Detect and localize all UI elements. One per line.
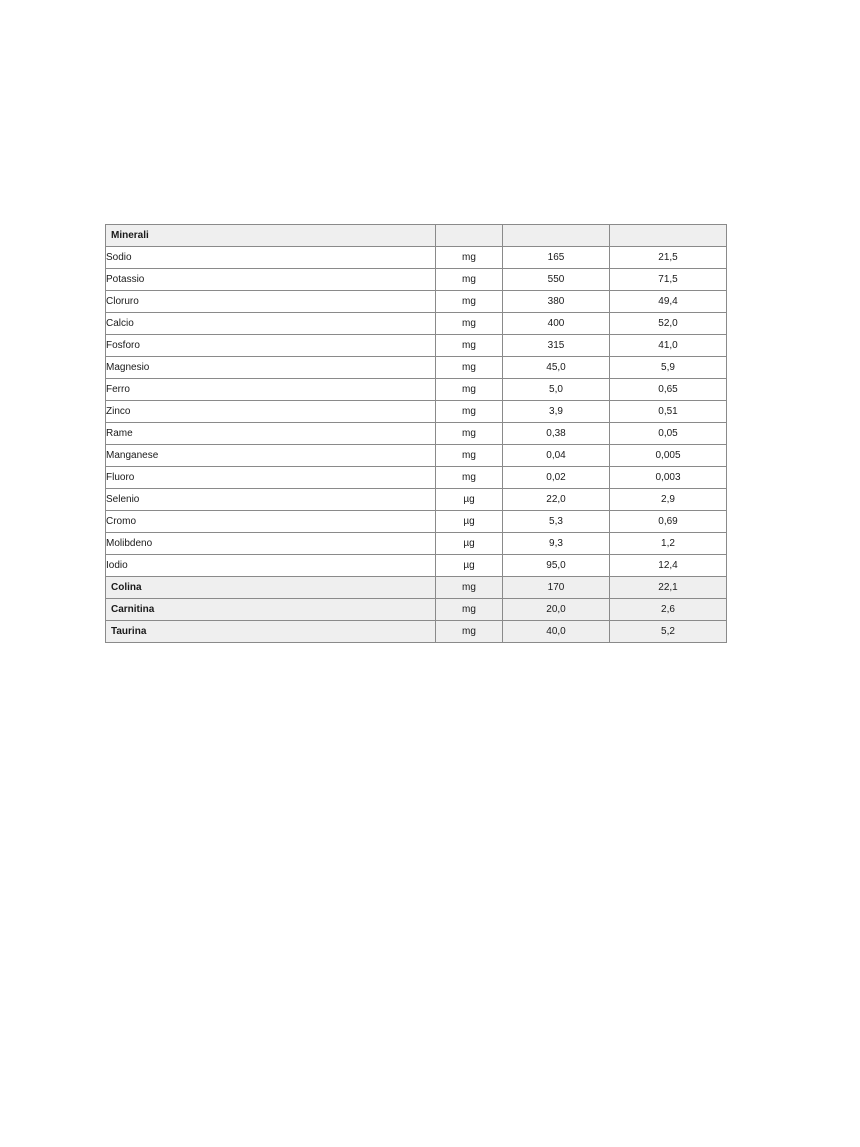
nutrient-unit: mg — [436, 291, 503, 313]
nutrient-value-2: 0,51 — [610, 401, 727, 423]
table-header-row — [106, 225, 727, 247]
nutrient-unit: mg — [436, 467, 503, 489]
nutrient-value-1: 0,04 — [503, 445, 610, 467]
section-label: Minerali — [106, 225, 436, 247]
nutrient-value-1: 45,0 — [503, 357, 610, 379]
nutrient-value-2: 41,0 — [610, 335, 727, 357]
nutrient-name: Cloruro — [106, 291, 436, 313]
nutrient-value-2: 0,65 — [610, 379, 727, 401]
nutrient-value-1: 165 — [503, 247, 610, 269]
nutrient-value-1: 20,0 — [503, 599, 610, 621]
nutrient-value-1: 5,0 — [503, 379, 610, 401]
nutrient-value-2: 21,5 — [610, 247, 727, 269]
nutrient-value-1: 0,38 — [503, 423, 610, 445]
nutrient-unit: mg — [436, 269, 503, 291]
table-row — [106, 313, 727, 335]
nutrient-value-1: 550 — [503, 269, 610, 291]
table-row — [106, 423, 727, 445]
nutrient-value-2: 0,003 — [610, 467, 727, 489]
nutrient-value-2: 52,0 — [610, 313, 727, 335]
value-column-1-header — [503, 225, 610, 247]
nutrient-value-2: 1,2 — [610, 533, 727, 555]
nutrient-unit: mg — [436, 247, 503, 269]
nutrient-name: Iodio — [106, 555, 436, 577]
nutrient-unit: mg — [436, 599, 503, 621]
nutrient-value-2: 12,4 — [610, 555, 727, 577]
nutrient-value-1: 5,3 — [503, 511, 610, 533]
nutrient-value-2: 0,05 — [610, 423, 727, 445]
table-row — [106, 511, 727, 533]
nutrient-name: Molibdeno — [106, 533, 436, 555]
nutrient-value-2: 2,6 — [610, 599, 727, 621]
nutrient-name: Ferro — [106, 379, 436, 401]
table-row — [106, 357, 727, 379]
table-row — [106, 269, 727, 291]
table-row — [106, 555, 727, 577]
table-row — [106, 291, 727, 313]
nutrient-value-1: 0,02 — [503, 467, 610, 489]
nutrient-name: Rame — [106, 423, 436, 445]
nutrient-value-1: 22,0 — [503, 489, 610, 511]
nutrient-value-1: 40,0 — [503, 621, 610, 643]
nutrient-value-1: 3,9 — [503, 401, 610, 423]
nutrient-value-1: 9,3 — [503, 533, 610, 555]
nutrient-value-1: 95,0 — [503, 555, 610, 577]
nutrient-unit: mg — [436, 423, 503, 445]
nutrient-value-2: 5,2 — [610, 621, 727, 643]
nutrient-value-1: 380 — [503, 291, 610, 313]
table-row — [106, 445, 727, 467]
section-label: Carnitina — [106, 599, 436, 621]
nutrient-name: Selenio — [106, 489, 436, 511]
nutrient-value-1: 315 — [503, 335, 610, 357]
nutrient-value-2: 2,9 — [610, 489, 727, 511]
table-row — [106, 379, 727, 401]
nutrient-value-1: 170 — [503, 577, 610, 599]
table-row — [106, 467, 727, 489]
nutrient-unit: µg — [436, 555, 503, 577]
nutrient-unit: mg — [436, 357, 503, 379]
nutrient-value-1: 400 — [503, 313, 610, 335]
nutrient-name: Cromo — [106, 511, 436, 533]
nutrient-unit: mg — [436, 445, 503, 467]
nutrient-value-2: 49,4 — [610, 291, 727, 313]
table-row — [106, 489, 727, 511]
nutrient-value-2: 22,1 — [610, 577, 727, 599]
nutrient-value-2: 71,5 — [610, 269, 727, 291]
section-row — [106, 621, 727, 643]
nutrient-value-2: 0,005 — [610, 445, 727, 467]
table-row — [106, 401, 727, 423]
table-row — [106, 247, 727, 269]
nutrient-unit: µg — [436, 511, 503, 533]
nutrition-table — [105, 224, 727, 643]
nutrient-value-2: 5,9 — [610, 357, 727, 379]
nutrient-unit: mg — [436, 621, 503, 643]
nutrient-value-2: 0,69 — [610, 511, 727, 533]
nutrient-name: Potassio — [106, 269, 436, 291]
nutrient-unit: µg — [436, 533, 503, 555]
nutrient-unit: mg — [436, 335, 503, 357]
nutrient-unit: mg — [436, 313, 503, 335]
section-row — [106, 599, 727, 621]
nutrient-name: Zinco — [106, 401, 436, 423]
nutrient-name: Fosforo — [106, 335, 436, 357]
nutrient-name: Manganese — [106, 445, 436, 467]
nutrient-name: Magnesio — [106, 357, 436, 379]
nutrient-name: Sodio — [106, 247, 436, 269]
table-row — [106, 533, 727, 555]
section-label: Taurina — [106, 621, 436, 643]
nutrient-unit: mg — [436, 379, 503, 401]
nutrient-unit: mg — [436, 401, 503, 423]
nutrient-name: Fluoro — [106, 467, 436, 489]
nutrient-unit: µg — [436, 489, 503, 511]
table-row — [106, 335, 727, 357]
unit-header — [436, 225, 503, 247]
nutrient-unit: mg — [436, 577, 503, 599]
nutrient-name: Calcio — [106, 313, 436, 335]
value-column-2-header — [610, 225, 727, 247]
section-label: Colina — [106, 577, 436, 599]
section-row — [106, 577, 727, 599]
